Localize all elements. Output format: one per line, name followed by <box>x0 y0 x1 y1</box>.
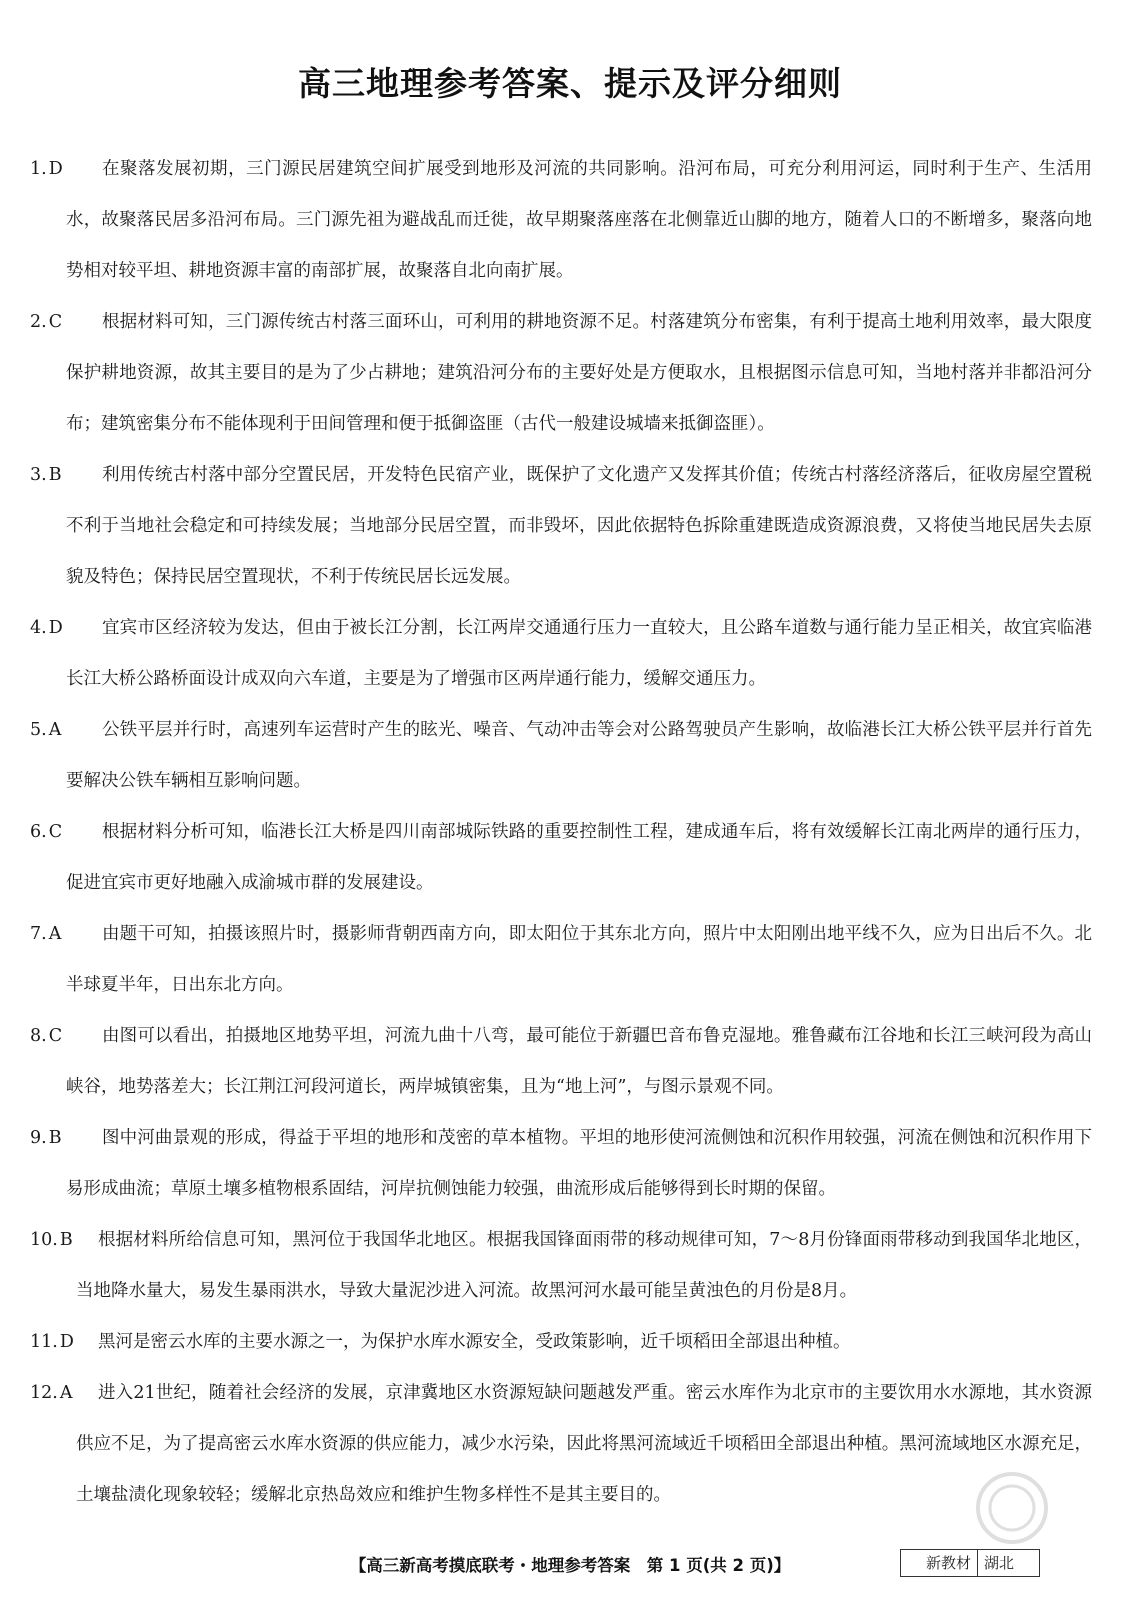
answer-number <box>30 705 61 756</box>
answer-letter: C <box>48 1026 63 1046</box>
answer-letter: D <box>48 618 63 638</box>
answer-item <box>30 705 1092 807</box>
answer-number <box>30 1368 72 1419</box>
answer-explanation: 利用传统古村落中部分空置民居，开发特色民宿产业，既保护了文化遗产又发挥其价值；传统古村落经济落后，征收房屋空置税不利于当地社会稳定和可持续发展；当地部分民居空置，而非毁坏，因此依据特色拆除重建既造成资源浪费，又将使当地民居失去原貌及特色；保持民居空置现状，不利于传统民居长远发展。 <box>66 465 1092 587</box>
answer-item <box>30 1215 1092 1317</box>
watermark-icon <box>952 1468 1072 1548</box>
answer-number <box>30 1317 74 1368</box>
answer-explanation: 在聚落发展初期，三门源民居建筑空间扩展受到地形及河流的共同影响。沿河布局，可充分利用河运，同时利于生产、生活用水，故聚落民居多沿河布局。三门源先祖为避战乱而迁徙，故早期聚落座落在北侧靠近山脚的地方，随着人口的不断增多，聚落向地势相对较平坦、耕地资源丰富的南部扩展，故聚落自北向南扩展。 <box>66 159 1092 281</box>
answer-letter: D <box>48 159 63 179</box>
answer-number <box>30 909 61 960</box>
answer-number <box>30 603 63 654</box>
answer-item <box>30 1011 1092 1113</box>
answer-number <box>30 450 62 501</box>
answer-explanation: 根据材料所给信息可知，黑河位于我国华北地区。根据我国锋面雨带的移动规律可知，7～8月份锋面雨带移动到我国华北地区，当地降水量大，易发生暴雨洪水，导致大量泥沙进入河流。故黑河河水最可能呈黄浊色的月份是8月。 <box>76 1230 1092 1301</box>
answer-item <box>30 144 1092 297</box>
question-number: 11. <box>30 1332 58 1352</box>
answer-explanation: 根据材料可知，三门源传统古村落三面环山，可利用的耕地资源不足。村落建筑分布密集，有利于提高土地利用效率，最大限度保护耕地资源，故其主要目的是为了少占耕地；建筑沿河分布的主要好处是方便取水，且根据图示信息可知，当地村落并非都沿河分布；建筑密集分布不能体现利于田间管理和便于抵御盗匪（古代一般建设城墙来抵御盗匪）。 <box>66 312 1092 434</box>
answer-explanation: 由题干可知，拍摄该照片时，摄影师背朝西南方向，即太阳位于其东北方向，照片中太阳刚出地平线不久，应为日出后不久。北半球夏半年，日出东北方向。 <box>66 924 1092 995</box>
answer-letter: A <box>48 720 62 740</box>
question-number: 6. <box>30 822 47 842</box>
answer-number <box>30 1113 62 1164</box>
answer-explanation: 进入21世纪，随着社会经济的发展，京津冀地区水资源短缺问题越发严重。密云水库作为北京市的主要饮用水水源地，其水资源供应不足，为了提高密云水库水资源的供应能力，减少水污染，因此将黑河流域近千顷稻田全部退出种植。黑河流域地区水源充足，土壤盐渍化现象较轻；缓解北京热岛效应和维护生物多样性不是其主要目的。 <box>76 1383 1092 1505</box>
answer-explanation: 根据材料分析可知，临港长江大桥是四川南部城际铁路的重要控制性工程，建成通车后，将有效缓解长江南北两岸的通行压力，促进宜宾市更好地融入成渝城市群的发展建设。 <box>66 822 1092 893</box>
question-number: 12. <box>30 1383 58 1403</box>
answer-explanation: 公铁平层并行时，高速列车运营时产生的眩光、噪音、气动冲击等会对公路驾驶员产生影响，故临港长江大桥公铁平层并行首先要解决公铁车辆相互影响问题。 <box>66 720 1092 791</box>
answer-item <box>30 807 1092 909</box>
answer-item <box>30 1368 1092 1521</box>
answer-item <box>30 603 1092 705</box>
answer-item <box>30 1113 1092 1215</box>
question-number: 8. <box>30 1026 47 1046</box>
answer-letter: B <box>48 465 62 485</box>
answer-number <box>30 144 63 195</box>
answer-letter: C <box>48 312 63 332</box>
answer-number <box>30 297 62 348</box>
answer-explanation: 宜宾市区经济较为发达，但由于被长江分割，长江两岸交通通行压力一直较大，且公路车道数与通行能力呈正相关，故宜宾临港长江大桥公路桥面设计成双向六车道，主要是为了增强市区两岸通行能力，缓解交通压力。 <box>66 618 1092 689</box>
answer-list <box>30 144 1092 1521</box>
edition-tag-right: 湖北 <box>984 1554 1015 1572</box>
question-number: 5. <box>30 720 47 740</box>
question-number: 9. <box>30 1128 47 1148</box>
answer-item <box>30 909 1092 1011</box>
answer-letter: B <box>59 1230 73 1250</box>
question-number: 1. <box>30 159 47 179</box>
edition-tag <box>900 1549 1040 1577</box>
answer-item <box>30 1317 1092 1368</box>
answer-letter: B <box>48 1128 62 1148</box>
edition-tag-left: 新教材 <box>920 1550 978 1576</box>
answer-number <box>30 807 62 858</box>
answer-explanation: 图中河曲景观的形成，得益于平坦的地形和茂密的草本植物。平坦的地形使河流侧蚀和沉积作用较强，河流在侧蚀和沉积作用下易形成曲流；草原土壤多植物根系固结，河岸抗侧蚀能力较强，曲流形成后能够得到长时期的保留。 <box>66 1128 1092 1199</box>
question-number: 4. <box>30 618 47 638</box>
answer-explanation: 由图可以看出，拍摄地区地势平坦，河流九曲十八弯，最可能位于新疆巴音布鲁克湿地。雅鲁藏布江谷地和长江三峡河段为高山峡谷，地势落差大；长江荆江河段河道长，两岸城镇密集，且为“地上河”，与图示景观不同。 <box>66 1026 1092 1097</box>
answer-letter: A <box>48 924 62 944</box>
page-title: 高三地理参考答案、提示及评分细则 <box>298 64 842 103</box>
page-footer: 【高三新高考摸底联考・地理参考答案 第 1 页(共 2 页)】 <box>349 1556 791 1575</box>
answer-item <box>30 297 1092 450</box>
question-number: 10. <box>30 1230 58 1250</box>
answer-letter: D <box>59 1332 74 1352</box>
question-number: 7. <box>30 924 47 944</box>
answer-letter: C <box>48 822 63 842</box>
question-number: 2. <box>30 312 47 332</box>
question-number: 3. <box>30 465 47 485</box>
answer-number <box>30 1011 62 1062</box>
answer-letter: A <box>59 1383 73 1403</box>
answer-item <box>30 450 1092 603</box>
answer-number <box>30 1215 73 1266</box>
answer-explanation: 黑河是密云水库的主要水源之一，为保护水库水源安全，受政策影响，近千顷稻田全部退出种植。 <box>98 1332 851 1352</box>
